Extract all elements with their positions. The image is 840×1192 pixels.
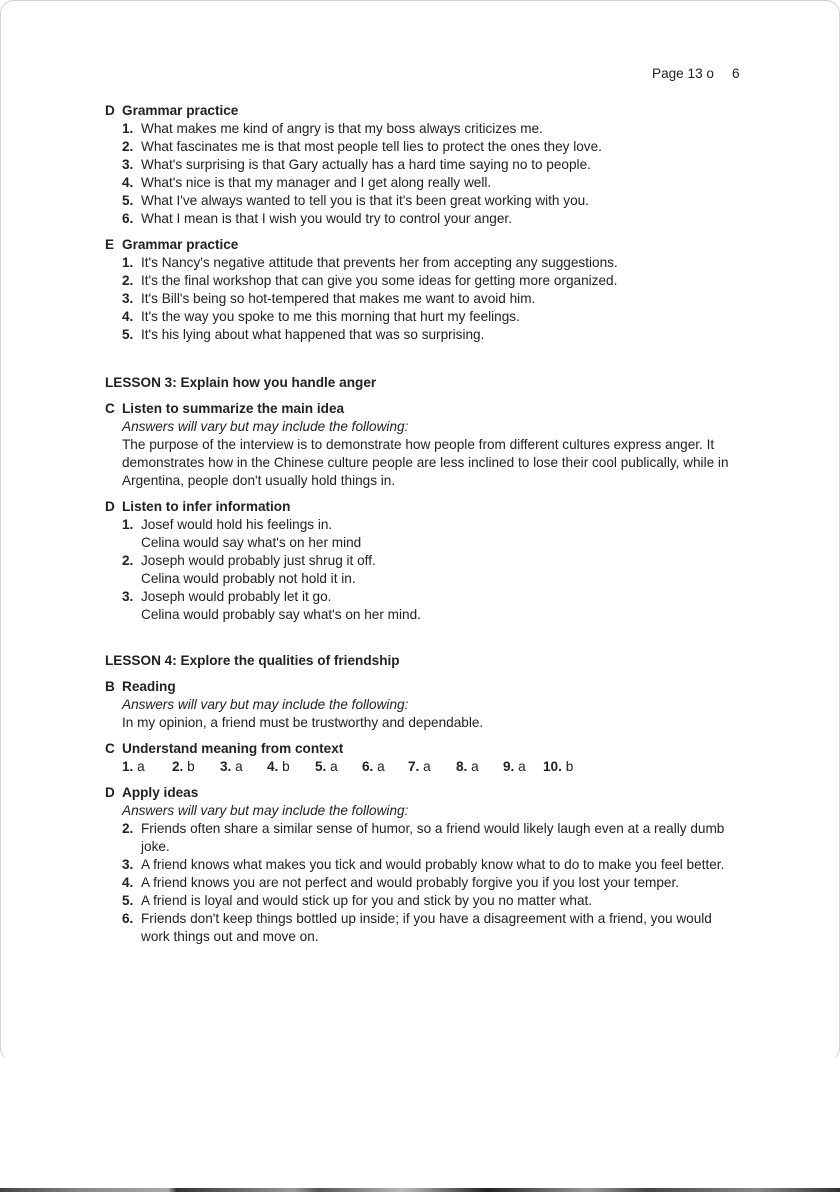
- lesson-3-heading: LESSON 3: Explain how you handle anger: [105, 375, 377, 390]
- answer-row: [105, 758, 745, 776]
- list-item: 5. What I've always wanted to tell you is that it's been great working with you.: [122, 193, 589, 208]
- answer-item: 9. a: [503, 759, 526, 774]
- section-b-reading: [105, 678, 745, 732]
- bottom-edge-strip: [0, 1188, 840, 1192]
- section-c-listen-summarize: [105, 400, 745, 490]
- list-item: 5. A friend is loyal and would stick up for you and stick by you no matter what.: [122, 893, 593, 908]
- section-d-listen-infer: [105, 498, 745, 624]
- section-heading: D Listen to infer information: [105, 499, 291, 514]
- section-d-apply-ideas: [105, 784, 745, 946]
- section-heading: D Apply ideas: [105, 785, 199, 800]
- answer-item: 4. b: [267, 759, 290, 774]
- section-e-grammar-practice: [105, 236, 745, 344]
- section-c-meaning-context: [105, 740, 745, 776]
- list-item: 4. What's nice is that my manager and I get along really well.: [122, 175, 492, 190]
- list-item: 3. Joseph would probably let it go. Celina would probably say what's on her mind.: [122, 589, 421, 622]
- answer-item: 6. a: [362, 759, 385, 774]
- answer-item: 3. a: [220, 759, 243, 774]
- list-item: 2. Joseph would probably just shrug it off. Celina would probably not hold it in.: [122, 553, 376, 586]
- answer-note: Answers will vary but may include the following:: [122, 803, 409, 818]
- list-item: 5. It's his lying about what happened that was so surprising.: [122, 327, 485, 342]
- section-heading: D Grammar practice: [105, 103, 239, 118]
- list-item: 1. What makes me kind of angry is that my boss always criticizes me.: [122, 121, 543, 136]
- answer-item: 8. a: [456, 759, 479, 774]
- list-item: 3. It's Bill's being so hot-tempered that makes me want to avoid him.: [122, 291, 536, 306]
- list-item: 3. A friend knows what makes you tick and would probably know what to do to make you feel better.: [122, 857, 725, 872]
- answer-item: 2. b: [172, 759, 195, 774]
- list-item: 4. A friend knows you are not perfect and would probably forgive you if you lost your temper.: [122, 875, 680, 890]
- section-heading: C Understand meaning from context: [105, 741, 344, 756]
- list-item: 3. What's surprising is that Gary actually has a hard time saying no to people.: [122, 157, 591, 172]
- page-number: Page 13 o 6: [652, 66, 740, 81]
- section-heading: B Reading: [105, 679, 176, 694]
- answer-item: 5. a: [315, 759, 338, 774]
- list-item: 2. It's the final workshop that can give you some ideas for getting more organized.: [122, 273, 618, 288]
- list-item: 2. What fascinates me is that most people tell lies to protect the ones they love.: [122, 139, 602, 154]
- answer-key-content: [105, 102, 745, 954]
- answer-paragraph: In my opinion, a friend must be trustworthy and dependable.: [122, 715, 484, 730]
- answer-note: Answers will vary but may include the following:: [122, 697, 409, 712]
- list-item: 1. Josef would hold his feelings in. Celina would say what's on her mind: [122, 517, 362, 550]
- answer-item: 10. b: [543, 759, 574, 774]
- list-item: 4. It's the way you spoke to me this morning that hurt my feelings.: [122, 309, 520, 324]
- list-item: 6. Friends don't keep things bottled up inside; if you have a disagreement with a friend, you would work things out and move on.: [122, 911, 712, 944]
- section-heading: E Grammar practice: [105, 237, 239, 252]
- answer-item: 7. a: [408, 759, 431, 774]
- lesson-4-heading: LESSON 4: Explore the qualities of friendship: [105, 653, 400, 668]
- section-heading: C Listen to summarize the main idea: [105, 401, 345, 416]
- answer-note: Answers will vary but may include the following:: [122, 419, 409, 434]
- section-d-grammar-practice: [105, 102, 745, 228]
- list-item: 2. Friends often share a similar sense of humor, so a friend would likely laugh even at a really dumb joke.: [122, 821, 725, 854]
- answer-paragraph: The purpose of the interview is to demonstrate how people from different cultures express anger. It demonstrates how in the Chinese culture people are less inclined to lose their cool publically, while in Argentina, people don't usually hold things in.: [122, 437, 729, 488]
- answer-item: 1. a: [122, 759, 145, 774]
- list-item: 6. What I mean is that I wish you would try to control your anger.: [122, 211, 512, 226]
- list-item: 1. It's Nancy's negative attitude that prevents her from accepting any suggestions.: [122, 255, 618, 270]
